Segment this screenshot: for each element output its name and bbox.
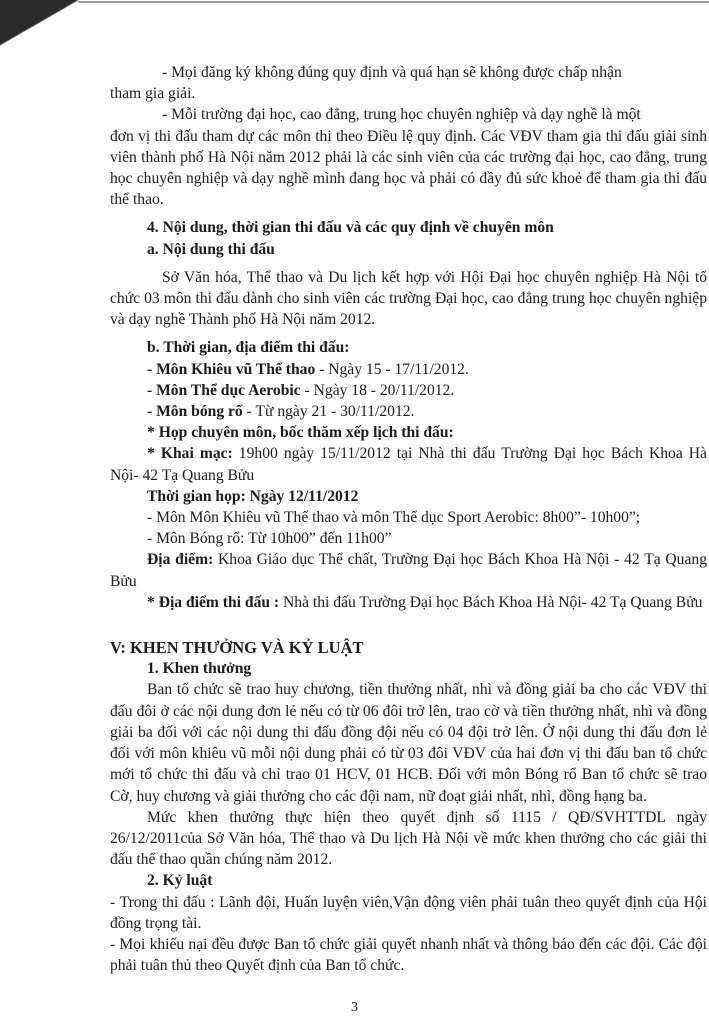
reward-paragraph-2: Mức khen thưởng thực hiện theo quyết định số 1115 / QĐ/SVHTTDL ngày 26/12/2011của Sở Văn hóa, Thể thao và Du lịch Hà Nội về mức khen thưởng cho các giải thi đấu thể thao quần chúng năm 2012. xyxy=(110,808,707,869)
meeting-time: Thời gian họp: Ngày 12/11/2012 xyxy=(147,487,359,505)
opening-text: 19h00 ngày 15/11/2012 tại Nhà thi đấu Trường Đại học Bách Khoa Hà Nội- 42 Tạ Quang Bửu xyxy=(110,445,707,484)
section-4b-heading: b. Thời gian, địa điểm thi đấu: xyxy=(147,339,350,357)
meeting-item-dance-aerobic: - Môn Môn Khiêu vũ Thể thao và môn Thể dục Sport Aerobic: 8h00”- 10h00”; xyxy=(147,509,641,527)
section-4a-heading: a. Nội dung thi đấu xyxy=(147,240,275,258)
participation-rule-body: đơn vị thi đấu tham dự các môn thi theo Điều lệ quy định. Các VĐV tham gia thi đấu giải sinh viên thành phố Hà Nội năm 2012 phải là các sinh viên của các trường đại học, cao đẳng, trung học chuyên nghiệp và dạy nghề mình đang học và phải có đầy đủ sức khoẻ để tham gia thi đấu thể thao. xyxy=(110,127,707,209)
venue-text: Khoa Giáo dục Thể chất, Trường Đại học Bách Khoa Hà Nội - 42 Tạ Quang Bửu xyxy=(110,551,707,590)
meeting-heading: * Họp chuyên môn, bốc thăm xếp lịch thi đấu: xyxy=(147,424,454,442)
section-5-1-heading: 1. Khen thưởng xyxy=(147,660,252,678)
competition-venue-label: * Địa điểm thi đấu : xyxy=(147,593,280,611)
competition-venue-text: Nhà thi đấu Trường Đại học Bách Khoa Hà Nội- 42 Tạ Quang Bửu xyxy=(279,593,703,611)
schedule-aerobic-name: - Môn Thể dục Aerobic xyxy=(147,381,301,399)
opening-ceremony xyxy=(110,443,707,485)
schedule-dance-date: - Ngày 15 - 17/11/2012. xyxy=(315,360,469,378)
page-number: 3 xyxy=(351,1000,358,1015)
section-5-2-heading: 2. Kỷ luật xyxy=(147,872,213,890)
registration-rule-line2: tham gia giải. xyxy=(110,85,196,103)
schedule-aerobic-date: - Ngày 18 - 20/11/2012. xyxy=(300,381,455,399)
competition-venue xyxy=(110,592,707,613)
venue-label: Địa điểm: xyxy=(147,551,214,569)
schedule-basketball-name: - Môn bóng rổ xyxy=(147,403,243,421)
section-5-heading: V: KHEN THƯỞNG VÀ KỶ LUẬT xyxy=(110,638,364,658)
schedule-basketball xyxy=(110,401,707,422)
meeting-venue xyxy=(110,549,707,591)
section-4a-body: Sở Văn hóa, Thể thao và Du lịch kết hợp với Hội Đại học chuyên nghiệp Hà Nội tổ chức 03 môn thi đấu dành cho sinh viên các trường Đại học, cao đẳng trung học chuyên nghiệp và dạy nghề Thành phố Hà Nội năm 2012. xyxy=(110,268,707,329)
registration-rule-line1: - Mọi đăng ký không đúng quy định và quá hạn sẽ không được chấp nhận xyxy=(162,64,622,81)
reward-paragraph-1: Ban tổ chức sẽ trao huy chương, tiền thưởng nhất, nhì và đồng giải ba cho các VĐV thi đấu đôi ở các nội dung đơn lẻ nếu có từ 06 đôi trở lên, trao cờ và tiền thưởng nhất, nhì và đồng giải ba đối với các nội dung thi đấu đồng đội nếu có 04 đội trở lên. Ở nội dung thi đấu đơn lẻ đối với môn khiêu vũ mỗi nội dung phải có từ 03 đôi VĐV của hai đơn vị thi đấu ban tổ chức mới tổ chức thi đấu và chỉ trao 01 HCV, 01 HCB. Đối với môn Bóng rổ Ban tổ chức sẽ trao Cờ, huy chương và giải thưởng cho các đội nam, nữ đoạt giải nhất, nhì, đồng hạng ba. xyxy=(110,681,707,805)
document-page xyxy=(110,62,707,976)
opening-label: * Khai mạc: xyxy=(147,445,233,463)
participation-rule-lead: - Mỗi trường đại học, cao đẳng, trung học chuyên nghiệp và dạy nghề là một xyxy=(162,106,641,124)
schedule-basketball-date: - Từ ngày 21 - 30/11/2012. xyxy=(242,403,415,421)
discipline-paragraph-2: - Mọi khiếu nại đều được Ban tổ chức giải quyết nhanh nhất và thông báo đến các đội. Các đội phải tuân thủ theo Quyết định của Ban tổ chức. xyxy=(110,935,707,975)
schedule-aerobic xyxy=(110,380,707,401)
meeting-item-basketball: - Môn Bóng rổ: Từ 10h00” đến 11h00” xyxy=(147,530,392,548)
schedule-dance xyxy=(110,359,707,380)
section-4-heading: 4. Nội dung, thời gian thi đấu và các quy định về chuyên môn xyxy=(147,219,554,237)
discipline-paragraph-1: - Trong thi đấu : Lãnh đội, Huấn luyện viên,Vận động viên phải tuân theo quyết định của Hội đồng trọng tài. xyxy=(110,893,707,932)
schedule-dance-name: - Môn Khiêu vũ Thể thao xyxy=(147,360,316,378)
